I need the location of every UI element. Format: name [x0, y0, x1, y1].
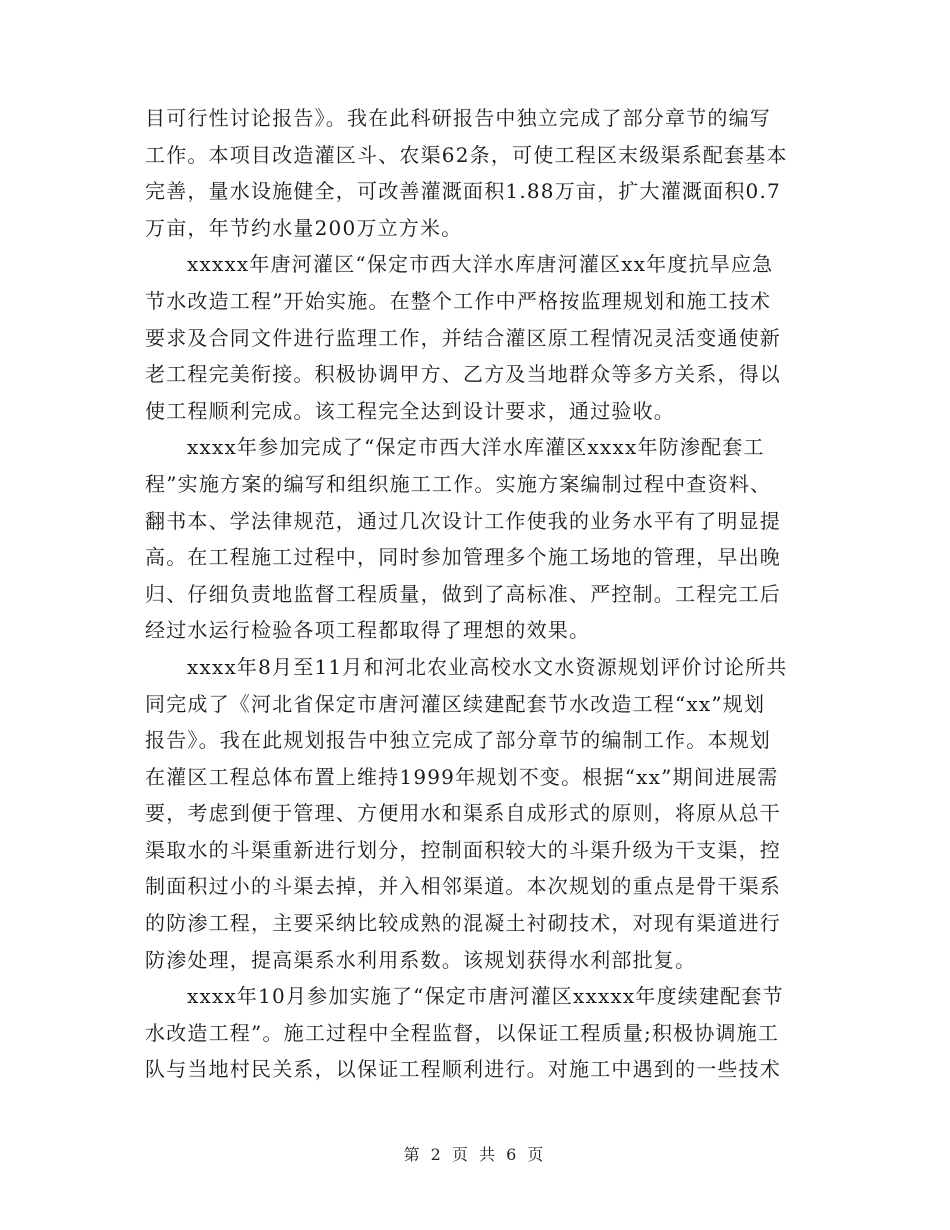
paragraph-line: 使工程顺利完成。该工程完全达到设计要求，通过验收。	[145, 398, 675, 423]
paragraph-line: 高。在工程施工过程中，同时参加管理多个施工场地的管理，早出晚	[145, 545, 781, 570]
paragraph-line: 目可行性讨论报告》。我在此科研报告中独立完成了部分章节的编写	[145, 106, 771, 130]
paragraph-line: 节水改造工程”开始实施。在整个工作中严格按监理规划和施工技术	[145, 288, 772, 313]
paragraph-line: 在灌区工程总体布置上维持1999年规划不变。根据“xx”期间进展需	[145, 764, 779, 789]
paragraph-line: 水改造工程”。施工过程中全程监督，以保证工程质量;积极协调施工	[145, 1020, 780, 1045]
paragraph-line: 制面积过小的斗渠去掉，并入相邻渠道。本次规划的重点是骨干渠系	[145, 874, 781, 899]
page-number-footer: 第 2 页 共 6 页	[403, 1145, 547, 1164]
paragraph-line: 程”实施方案的编写和组织施工工作。实施方案编制过程中查资料、	[145, 471, 772, 496]
paragraph-line: 同完成了《河北省保定市唐河灌区续建配套节水改造工程“xx”规划	[145, 691, 766, 716]
paragraph-line: 翻书本、学法律规范，通过几次设计工作使我的业务水平有了明显提	[145, 508, 781, 533]
paragraph-first-line: xxxx年8月至11月和河北农业高校水文水资源规划评价讨论所共	[187, 654, 788, 679]
paragraph-first-line: xxxx年参加完成了“保定市西大洋水库灌区xxxx年防渗配套工	[187, 435, 765, 460]
paragraph-line: 工作。本项目改造灌区斗、农渠62条，可使工程区末级渠系配套基本	[145, 142, 788, 167]
paragraph-line: 的防渗工程，主要采纳比较成熟的混凝土衬砌技术，对现有渠道进行	[145, 911, 781, 936]
paragraph-line: 万亩，年节约水量200万立方米。	[145, 215, 463, 240]
paragraph-line: 防渗处理，提高渠系水利用系数。该规划获得水利部批复。	[145, 947, 697, 972]
paragraph-line: 归、仔细负责地监督工程质量，做到了高标准、严控制。工程完工后	[145, 581, 781, 606]
paragraph-line: 要，考虑到便于管理、方便用水和渠系自成形式的原则，将原从总干	[145, 801, 781, 826]
paragraph-line: 渠取水的斗渠重新进行划分，控制面积较大的斗渠升级为干支渠，控	[145, 837, 781, 862]
paragraph-line: 要求及合同文件进行监理工作，并结合灌区原工程情况灵活变通使新	[145, 325, 781, 350]
paragraph-first-line: xxxx年10月参加实施了“保定市唐河灌区xxxxx年度续建配套节	[187, 984, 784, 1009]
paragraph-line: 完善，量水设施健全，可改善灌溉面积1.88万亩，扩大灌溉面积0.7	[145, 179, 781, 204]
paragraph-line: 队与当地村民关系，以保证工程顺利进行。对施工中遇到的一些技术	[145, 1057, 781, 1082]
paragraph-first-line: xxxxx年唐河灌区“保定市西大洋水库唐河灌区xx年度抗旱应急	[187, 252, 774, 277]
paragraph-line: 报告》。我在此规划报告中独立完成了部分章节的编制工作。本规划	[145, 728, 771, 753]
document-body	[145, 100, 810, 1088]
paragraph-line: 老工程完美衔接。积极协调甲方、乙方及当地群众等多方关系，得以	[145, 362, 781, 387]
paragraph-line: 经过水运行检验各项工程都取得了理想的效果。	[145, 618, 591, 643]
